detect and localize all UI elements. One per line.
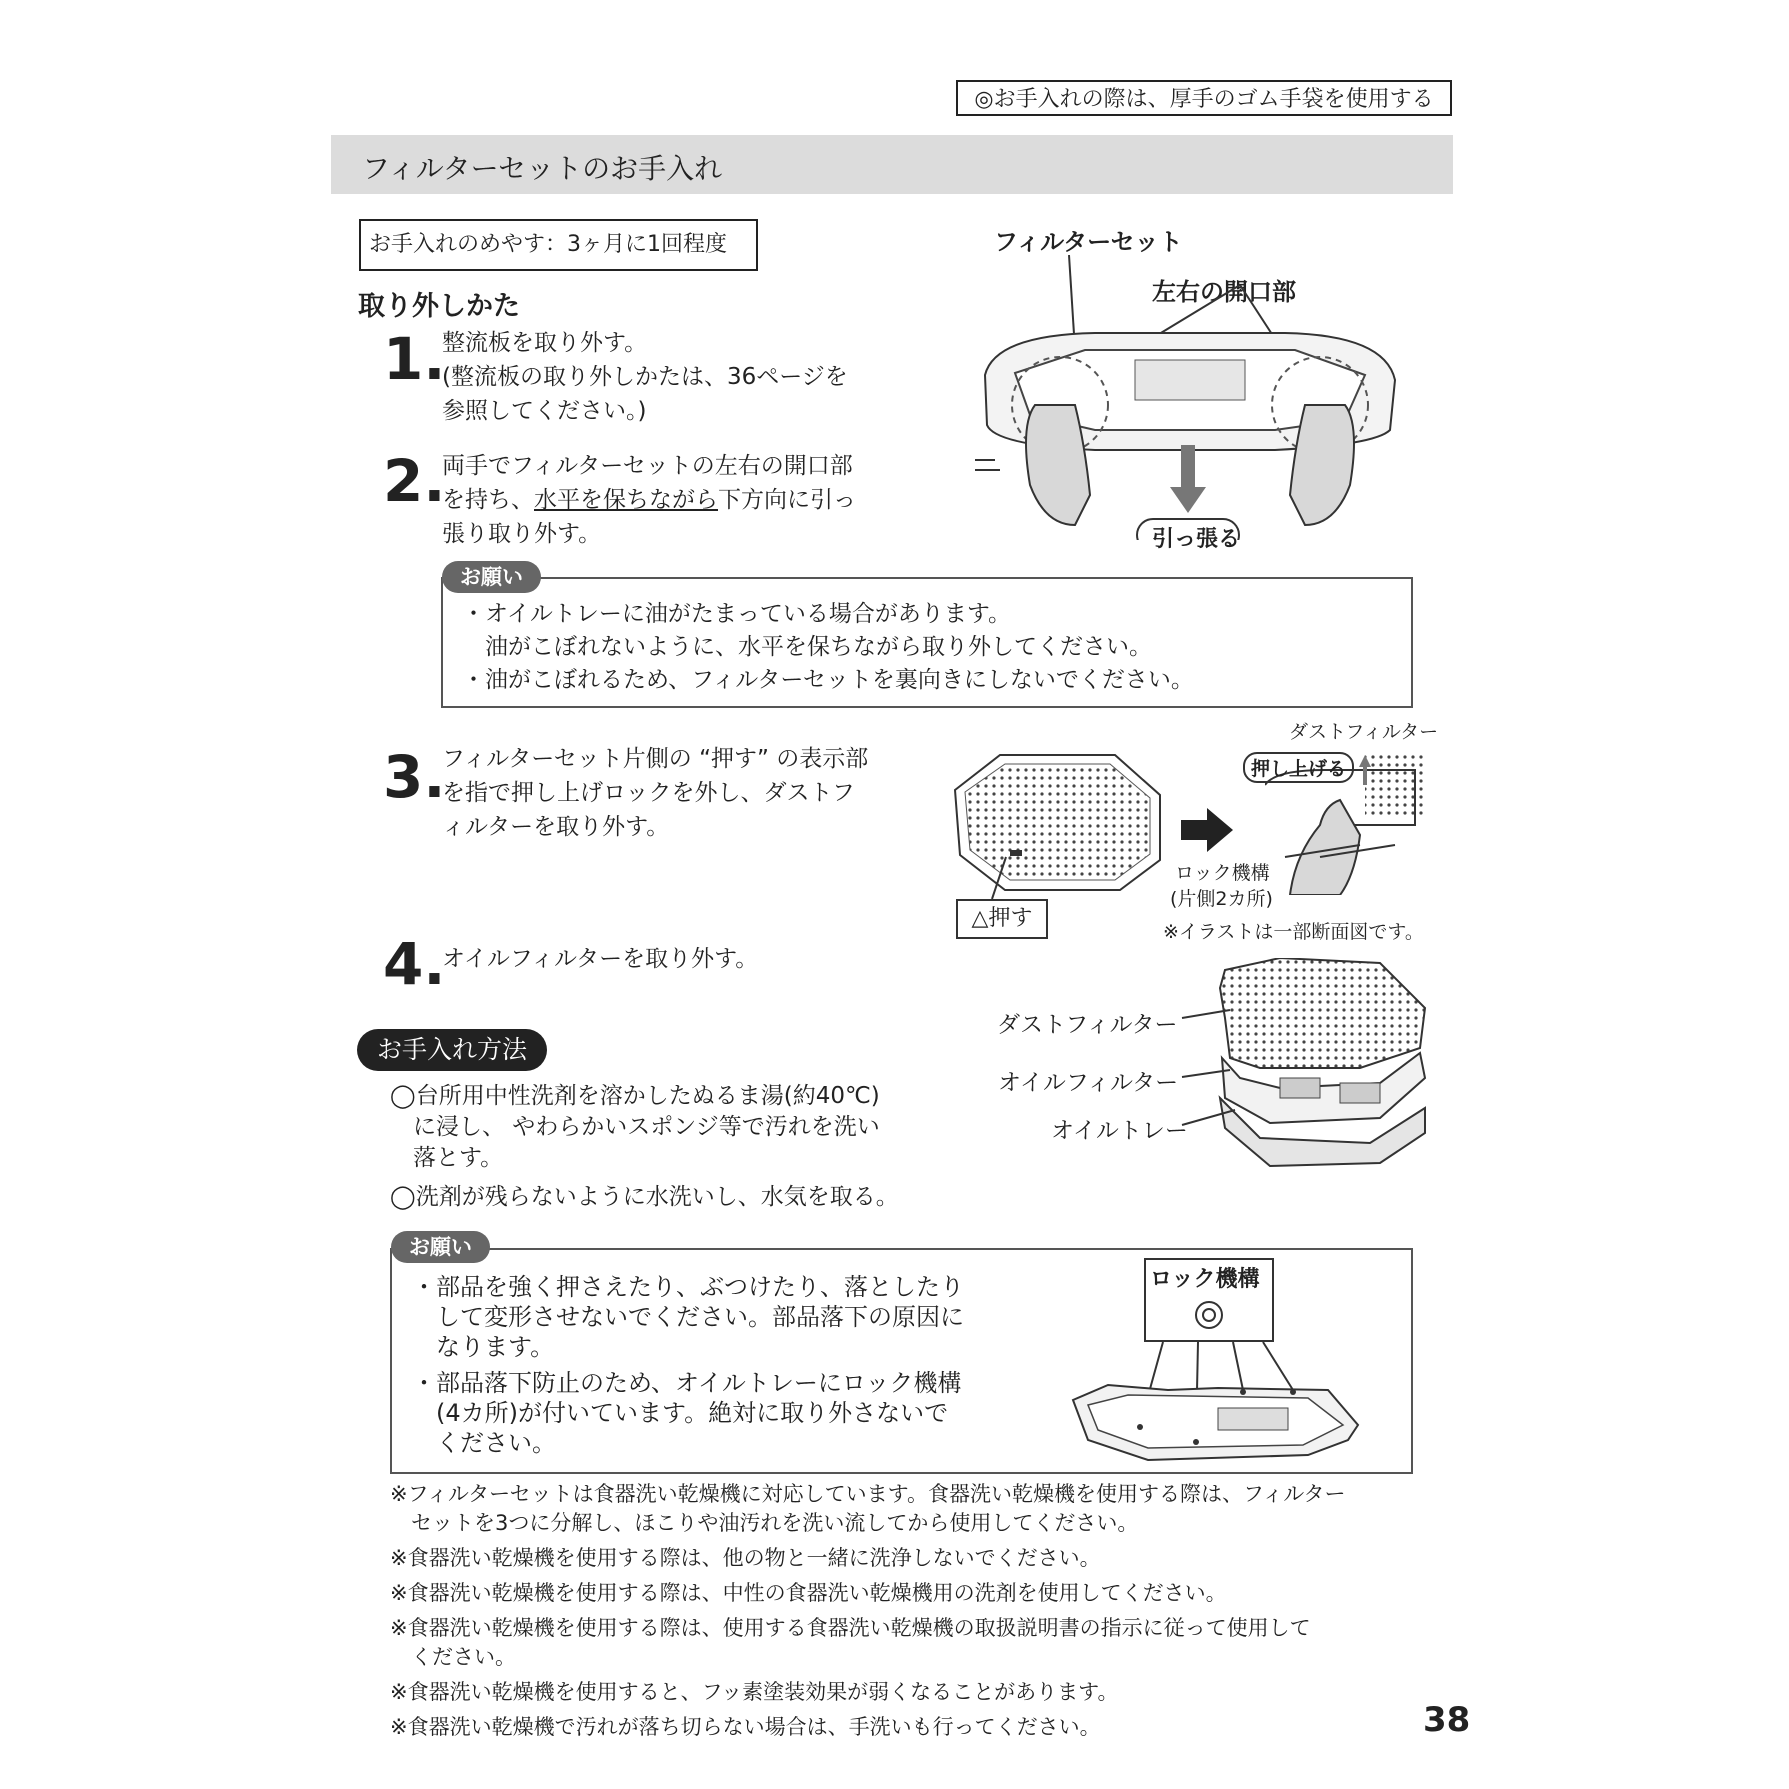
- step-1-number: 1.: [383, 325, 446, 393]
- fig3-oil-tray-label: オイルトレー: [1051, 1118, 1188, 1144]
- oil-tray-lock-illustration: [1068, 1290, 1368, 1470]
- fig2-push-label: △押す: [956, 899, 1048, 939]
- hood-hands-illustration: [975, 255, 1400, 540]
- request-2-bullets: ・部品を強く押さえたり、ぶつけたり、落としたり して変形させないでください。部品落下の原因に なります。 ・部品落下防止のため、オイルトレーにロック機構 (4カ所)が付いています。絶対に取り外さないで ください。: [412, 1273, 964, 1457]
- step-3-text: フィルターセット片側の “押す” の表示部 を指で押し上げロックを外し、ダストフ ィルターを取り外す。: [442, 746, 869, 840]
- care-guide: お手入れのめやす：3ヶ月に1回程度: [359, 219, 758, 271]
- step-1-text: 整流板を取り外す。 (整流板の取り外しかたは、36ページを 参照してください。): [442, 330, 848, 424]
- lock-callout-label: ロック機構: [1150, 1267, 1260, 1292]
- dust-filter-illustration: [950, 750, 1165, 895]
- step-2-number: 2.: [383, 447, 446, 515]
- step-4-number: 4.: [383, 930, 446, 998]
- step-3-number: 3.: [383, 743, 446, 811]
- request-tag-1: お願い: [442, 561, 541, 593]
- fig2-illustration-note: ※イラストは一部断面図です。: [1163, 921, 1424, 943]
- step-2-text: 両手でフィルターセットの左右の開口部 を持ち、水平を保ちながら下方向に引っ 張り取り外す。: [442, 453, 856, 547]
- fig2-push-up-label: 押し上げる: [1243, 752, 1354, 783]
- fig3-leader-lines: [1180, 1000, 1260, 1140]
- section-title: フィルターセットのお手入れ: [362, 152, 723, 185]
- glove-note: ◎お手入れの際は、厚手のゴム手袋を使用する: [956, 80, 1452, 116]
- removal-heading: 取り外しかた: [358, 291, 520, 322]
- care-method-tag: お手入れ方法: [357, 1029, 547, 1071]
- fig2-lock-label: ロック機構: [1175, 862, 1270, 884]
- request-tag-2: お願い: [391, 1231, 490, 1263]
- fig3-oil-filter-label: オイルフィルター: [998, 1070, 1179, 1096]
- fig2-dust-filter-label: ダストフィルター: [1289, 721, 1439, 743]
- push-leader-line: [990, 855, 1010, 900]
- fig1-openings-label: 左右の開口部: [1152, 278, 1296, 306]
- fig3-dust-filter-label: ダストフィルター: [997, 1012, 1178, 1038]
- arrow-right-icon: [1181, 808, 1233, 852]
- page-number: 38: [1423, 1700, 1471, 1740]
- dishwasher-notes: ※フィルターセットは食器洗い乾燥機に対応しています。食器洗い乾燥機を使用する際は、フィルター セットを3つに分解し、ほこりや油汚れを洗い流してから使用してください。 ※食器洗い乾燥機を使用する際は、他の物と一緒に洗浄しないでください。 ※食器洗い乾燥機を使用する際は、中性の食器洗い乾燥機用の洗剤を使用してください。 ※食器洗い乾燥機を使用する際は、使用する食器洗い乾燥機の取扱説明書の指示に従って使用して ください。 ※食器洗い乾燥機を使用すると、フッ素塗装効果が弱くなることがあります。 ※食器洗い乾燥機で汚れが落ち切らない場合は、手洗いも行ってください。: [390, 1482, 1346, 1739]
- fig2-lock-count-label: (片側2カ所): [1170, 888, 1273, 910]
- fig1-filter-set-label: フィルターセット: [994, 228, 1183, 256]
- fig1-pull-label: 引っ張る: [1151, 527, 1240, 552]
- request-1-bullets: ・オイルトレーに油がたまっている場合があります。 油がこぼれないように、水平を保ちながら取り外してください。 ・油がこぼれるため、フィルターセットを裏向きにしないでください。: [462, 601, 1194, 693]
- step-4-text: オイルフィルターを取り外す。: [442, 946, 759, 972]
- care-method-text: ◯台所用中性洗剤を溶かしたぬるま湯(約40℃) に浸し、 やわらかいスポンジ等で汚れを洗い 落とす。 ◯洗剤が残らないように水洗いし、水気を取る。: [390, 1083, 899, 1210]
